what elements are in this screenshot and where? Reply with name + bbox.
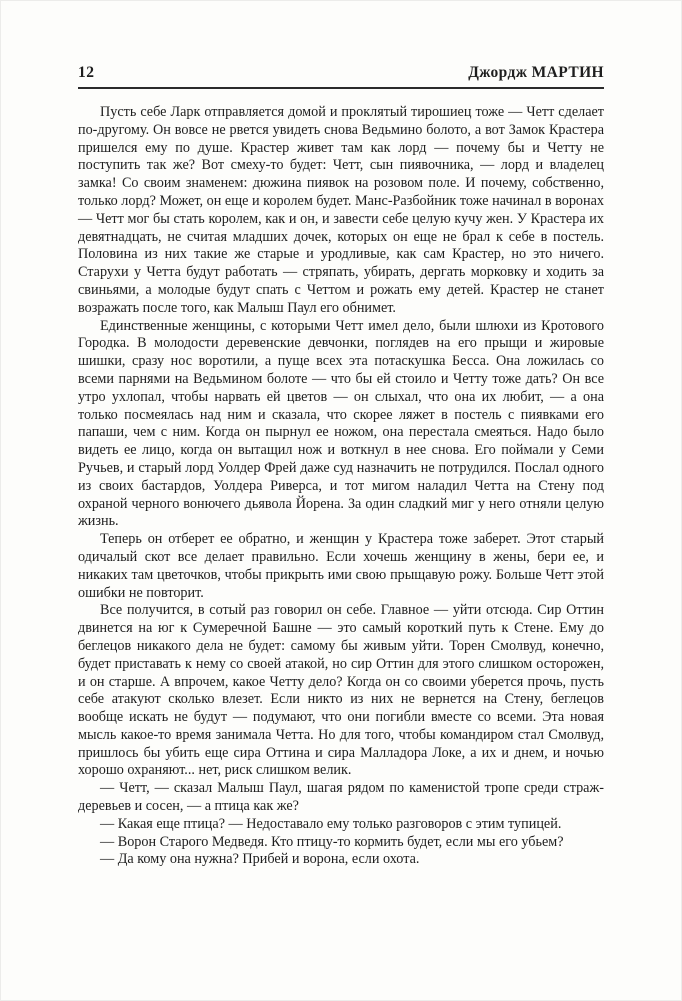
page-header xyxy=(78,64,604,89)
dialogue-line-1: — Четт, — сказал Малыш Паул, шагая рядом по каменистой тропе среди страж-деревьев и сосен, — а птица как же? xyxy=(78,780,604,815)
paragraph-1: Пусть себе Ларк отправляется домой и проклятый тирошиец тоже — Четт сделает по-другому. Он вовсе не рвется увидеть снова Ведьмино болото, а вот Замок Крастера пришелся ему по душе. Крастер живет там как лорд — почему бы и Четту не поступить так же? Вот смеху-то будет: Четт, сын пиявочника, — лорд и владелец замка! Со своим знаменем: дюжина пиявок на розовом поле. И почему, собственно, только лорд? Может, он еще и королем будет. Манс-Разбойник тоже начинал в воронах — Четт мог бы стать королем, как и он, и завести себе целую кучу жен. У Крастера их девятнадцать, не считая младших дочек, которых он еще не брал к себе в постель. Половина из них такие же старые и уродливые, как сам Крастер, но это ничего. Старухи у Четта будут работать — стряпать, убирать, дергать морковку и ходить за свиньями, а молодые будут спать с Четтом и рожать ему детей. Крастер не станет возражать после того, как Малыш Паул его обнимет. xyxy=(78,104,604,316)
dialogue-line-2: — Какая еще птица? — Недоставало ему только разговоров с этим тупицей. xyxy=(100,815,562,832)
running-title: Джордж МАРТИН xyxy=(468,64,604,81)
page-body xyxy=(78,104,604,869)
text-block xyxy=(78,64,604,869)
paragraph-2: Единственные женщины, с которыми Четт имел дело, были шлюхи из Кротового Городка. В молодости деревенские девчонки, поглядев на его прыщи и жировые шишки, сразу нос воротили, а пуще всех эта потаскушка Бесса. Она ложилась со всеми парнями на Ведьмином болоте — что бы ей стоило и Четту тоже дать? Он все утро ухлопал, чтобы нарвать ей цветов — он слыхал, что она их любит, — а она только посмеялась над ним и сказала, что скорее ляжет в постель с пиявками его папаши, чем с ним. Когда он пырнул ее ножом, она перестала смеяться. Надо было видеть ее лицо, когда он вытащил нож и воткнул в нее снова. Его поймали у Семи Ручьев, и старый лорд Уолдер Фрей даже суд назначить не потрудился. Послал одного из своих бастардов, Уолдера Риверса, и тот мигом наладил Четта на Стену под охраной черного вонючего дьявола Йорена. За один сладкий миг у него отняли целую жизнь. xyxy=(78,317,604,530)
dialogue-line-4: — Да кому она нужна? Прибей и ворона, если охота. xyxy=(100,851,420,868)
dialogue-line-3: — Ворон Старого Медведя. Кто птицу-то кормить будет, если мы его убьем? xyxy=(100,833,564,850)
paragraph-3: Теперь он отберет ее обратно, и женщин у Крастера тоже заберет. Этот старый одичалый скот все делает правильно. Если хочешь женщину в жены, бери ее, и никаких там цветочков, чтобы прикрыть ими свою прыщавую рожу. Больше Четт этой ошибки не повторит. xyxy=(78,531,604,601)
paragraph-4: Все получится, в сотый раз говорил он себе. Главное — уйти отсюда. Сир Оттин двинется на юг к Сумеречной Башне — это самый короткий путь к Стене. Ему до беглецов никакого дела не будет: самому бы живым уйти. Торен Смолвуд, конечно, будет приставать к нему со своей атакой, но сир Оттин для этого слишком осторожен, и он старше. А впрочем, какое Четту дело? Когда он со своими уберется прочь, пусть себе атакуют сколько влезет. Если никто из них не вернется на Стену, беглецов вообще искать не будут — подумают, что они погибли вместе со всеми. Эта новая мысль какое-то время занимала Четта. Но для того, чтобы командиром стал Смолвуд, пришлось бы убить еще сира Оттина и сира Малладора Локе, а их и днем, и ночью хорошо охраняют... нет, риск слишком велик. xyxy=(78,602,604,779)
page-number: 12 xyxy=(78,64,95,81)
